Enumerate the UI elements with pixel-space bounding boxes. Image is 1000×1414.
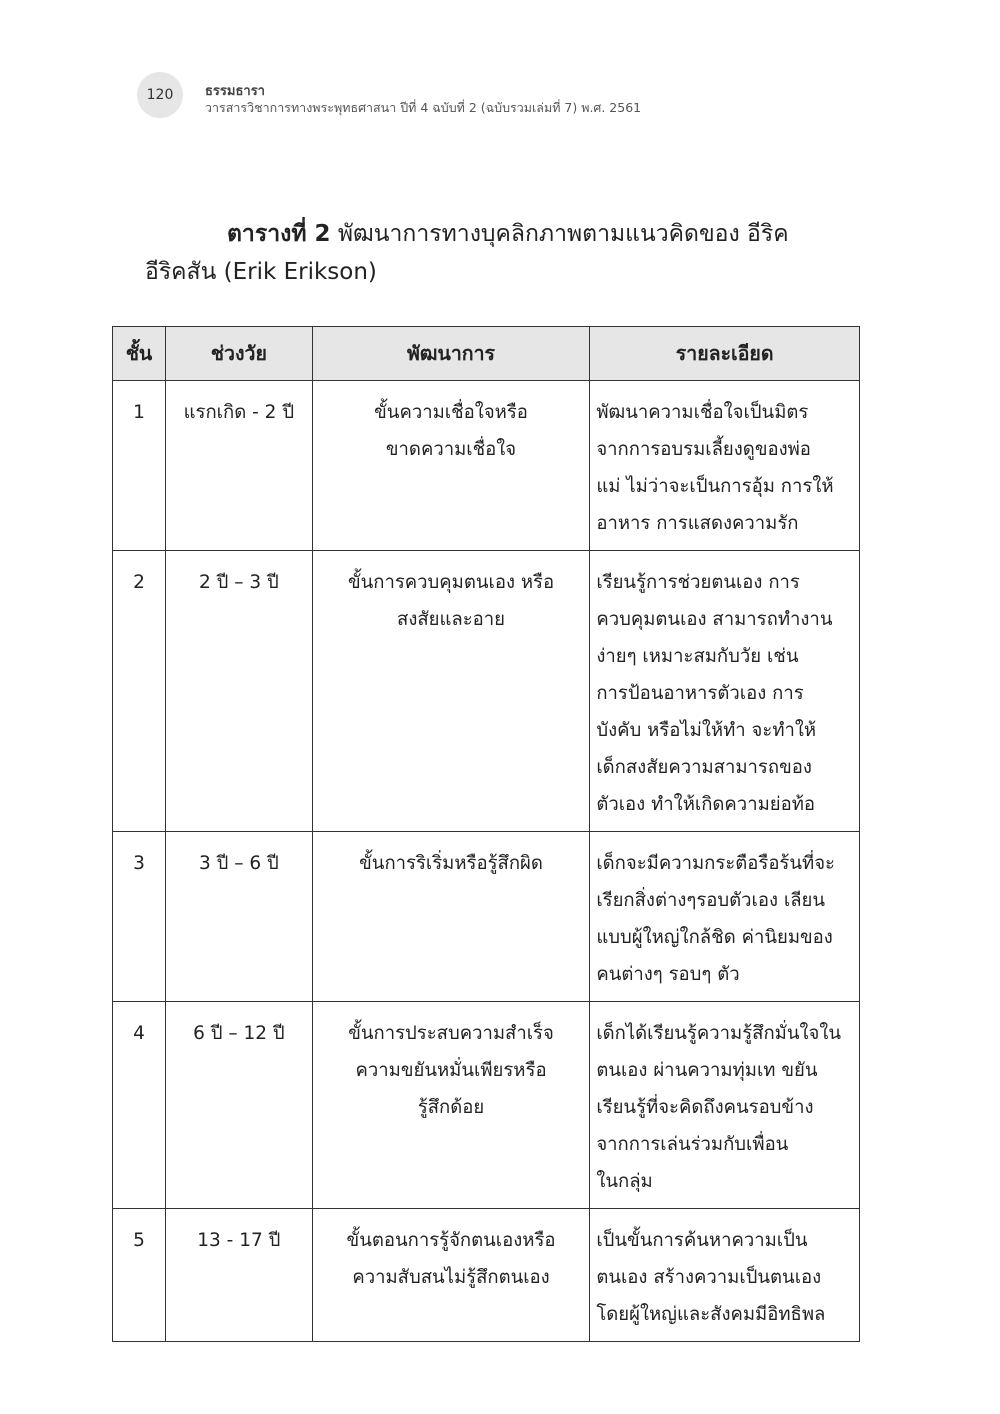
detail-line: การป้อนอาหารตัวเอง การ [596,683,804,704]
journal-subtitle: วารสารวิชาการทางพระพุทธศาสนา ปีที่ 4 ฉบับที่ 2 (ฉบับรวมเล่มที่ 7) พ.ศ. 2561 [205,100,642,115]
table-row [113,1002,860,1209]
detail-line: คนต่างๆ รอบๆ ตัว [596,964,740,985]
erikson-table [112,326,860,1342]
caption-title-part2: อีริคสัน (Erik Erikson) [145,259,377,285]
development-line: ขั้นตอนการรู้จักตนเองหรือ [346,1230,556,1251]
detail-line: เรียนรู้การช่วยตนเอง การ [596,572,800,593]
cell-development [312,1002,590,1209]
cell-age: 2 ปี – 3 ปี [165,551,312,832]
detail-line: เรียนรู้ที่จะคิดถึงคนรอบข้าง [596,1097,814,1118]
cell-detail [590,381,860,551]
development-line: ขั้นความเชื่อใจหรือ [374,402,528,423]
development-line: ขั้นการริเริ่มหรือรู้สึกผิด [359,853,543,874]
detail-line: ในกลุ่ม [596,1171,653,1192]
detail-line: เด็กได้เรียนรู้ความรู้สึกมั่นใจใน [596,1023,842,1044]
header-development: พัฒนาการ [312,327,590,381]
cell-stage: 5 [113,1209,166,1342]
detail-line: ตนเอง ผ่านความทุ่มเท ขยัน [596,1060,818,1081]
detail-line: เป็นขั้นการค้นหาความเป็น [596,1230,808,1251]
cell-age: 6 ปี – 12 ปี [165,1002,312,1209]
table-row [113,1209,860,1342]
detail-line: ง่ายๆ เหมาะสมกับวัย เช่น [596,646,799,667]
development-line: ขาดความเชื่อใจ [385,439,517,460]
cell-detail [590,551,860,832]
development-line: รู้สึกด้อย [417,1097,485,1118]
detail-line: เด็กสงสัยความสามารถของ [596,757,812,778]
cell-development [312,1209,590,1342]
detail-line: แบบผู้ใหญ่ใกล้ชิด ค่านิยมของ [596,927,833,948]
cell-development [312,832,590,1002]
page-number: 120 [146,87,174,103]
cell-stage: 3 [113,832,166,1002]
development-line: ขั้นการประสบความสำเร็จ [348,1023,554,1044]
cell-age: 3 ปี – 6 ปี [165,832,312,1002]
cell-development [312,381,590,551]
cell-detail [590,1002,860,1209]
header-age: ช่วงวัย [165,327,312,381]
header-stage: ชั้น [113,327,166,381]
detail-line: พัฒนาความเชื่อใจเป็นมิตร [596,402,809,423]
caption-title-part1: พัฒนาการทางบุคลิกภาพตามแนวคิดของ อีริค [337,221,789,247]
table-caption [145,215,860,291]
detail-line: เด็กจะมีความกระตือรือร้นที่จะ [596,853,835,874]
detail-line: ตัวเอง ทำให้เกิดความย่อท้อ [596,794,816,815]
cell-stage: 4 [113,1002,166,1209]
header-detail: รายละเอียด [590,327,860,381]
cell-detail [590,832,860,1002]
detail-line: บังคับ หรือไม่ให้ทำ จะทำให้ [596,720,817,741]
detail-line: จากการอบรมเลี้ยงดูของพ่อ [596,439,811,460]
caption-label: ตารางที่ 2 [227,221,331,247]
detail-line: ตนเอง สร้างความเป็นตนเอง [596,1267,822,1288]
table-header-row [113,327,860,381]
table-row [113,551,860,832]
cell-age: แรกเกิด - 2 ปี [165,381,312,551]
page-number-badge [137,72,183,118]
development-line: ความขยันหมั่นเพียรหรือ [355,1060,547,1081]
cell-stage: 2 [113,551,166,832]
detail-line: ควบคุมตนเอง สามารถทำงาน [596,609,833,630]
detail-line: จากการเล่นร่วมกับเพื่อน [596,1134,789,1155]
detail-line: เรียกสิ่งต่างๆรอบตัวเอง เลียน [596,890,826,911]
detail-line: แม่ ไม่ว่าจะเป็นการอุ้ม การให้ [596,476,834,497]
cell-age: 13 - 17 ปี [165,1209,312,1342]
development-line: สงสัยและอาย [397,609,506,630]
development-line: ขั้นการควบคุมตนเอง หรือ [347,572,555,593]
journal-name: ธรรมธารา [205,84,265,99]
table-row [113,832,860,1002]
cell-stage: 1 [113,381,166,551]
detail-line: อาหาร การแสดงความรัก [596,513,799,534]
cell-development [312,551,590,832]
cell-detail [590,1209,860,1342]
development-line: ความสับสนไม่รู้สึกตนเอง [352,1267,550,1288]
detail-line: โดยผู้ใหญ่และสังคมมีอิทธิพล [596,1304,826,1325]
table-row [113,381,860,551]
